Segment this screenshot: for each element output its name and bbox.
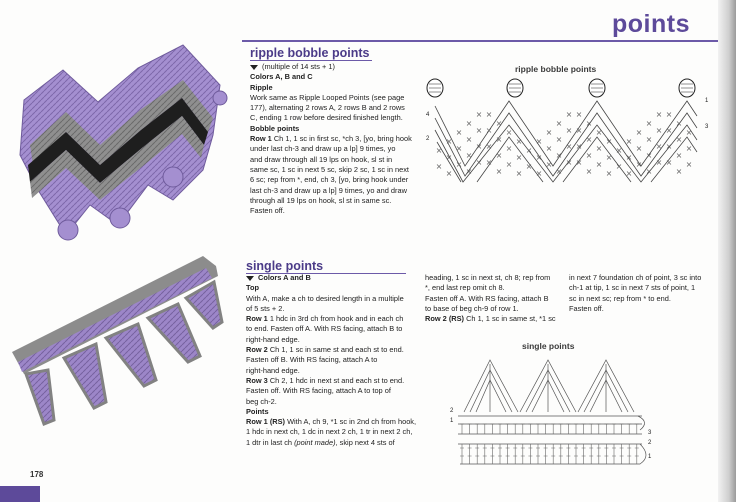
- stitch-mark: [657, 113, 661, 117]
- ripple-bobble-chart-diagram: [425, 76, 715, 186]
- stitch-mark: [587, 138, 591, 142]
- point-made-note: (point made): [294, 437, 336, 447]
- stitch-mark: [597, 147, 601, 151]
- single-row-marker: 2: [648, 440, 652, 446]
- single-text-line: 1 dtr in last ch: [246, 437, 295, 447]
- stitch-mark: [677, 138, 681, 142]
- single-instructions-col2: [425, 273, 565, 324]
- single-text-line: 1 hdc in next ch, 1 dc in next 2 ch, 1 tr in next 2 ch,: [246, 427, 413, 437]
- stitch-mark: [437, 149, 441, 153]
- stitch-mark: [527, 165, 531, 169]
- stitch-mark: [687, 147, 691, 151]
- stitch-mark: [667, 113, 671, 117]
- top-subheading: Top: [246, 283, 259, 293]
- stitch-mark: [617, 149, 621, 153]
- single-text-line: of 5 sts + 2.: [246, 303, 285, 313]
- stitch-mark: [557, 170, 561, 174]
- bobble-text-line: 6 sc; rep from *, end, ch 3, [yo, bring hook under: [250, 175, 409, 185]
- single-text-line: sc in next sc; rep from * to end.: [569, 293, 671, 303]
- single-row-marker: 3: [648, 430, 652, 436]
- stitch-mark: [647, 170, 651, 174]
- stitch-mark: [687, 131, 691, 135]
- row-label: Row 2: [246, 345, 268, 355]
- stitch-mark: [527, 149, 531, 153]
- stitch-mark: [617, 165, 621, 169]
- stitch-mark: [667, 129, 671, 133]
- triangle-bullet-icon: [246, 276, 254, 281]
- stitch-mark: [467, 154, 471, 158]
- single-text-line: Ch 1, 1 sc in same st and each st to end.: [267, 345, 404, 355]
- footer-accent-bar: [0, 486, 40, 502]
- ripple-instructions: [250, 62, 422, 216]
- single-text-line: right-hand edge.: [246, 365, 300, 375]
- stitch-mark: [487, 145, 491, 149]
- stitch-mark: [657, 129, 661, 133]
- page-gutter: [718, 0, 736, 502]
- row-label: Row 2 (RS): [425, 314, 465, 324]
- single-text-line: Fasten off. With RS facing, attach A to top of: [246, 386, 391, 396]
- single-text-line: in next 7 foundation ch of point, 3 sc into: [569, 273, 702, 282]
- header-rule: [242, 40, 718, 42]
- stitch-mark: [547, 131, 551, 135]
- single-text-line: Fasten off A. With RS facing, attach B: [425, 293, 549, 303]
- stitch-mark: [477, 161, 481, 165]
- stitch-mark: [507, 147, 511, 151]
- stitch-mark: [677, 154, 681, 158]
- stitch-mark: [507, 163, 511, 167]
- page-number: 178: [30, 470, 44, 479]
- ripple-diagram-title: ripple bobble points: [515, 64, 597, 74]
- stitch-mark: [477, 113, 481, 117]
- single-text-line: right-hand edge.: [246, 334, 300, 344]
- stitch-mark: [647, 122, 651, 126]
- single-text-line: With A, ch 9, *1 sc in 2nd ch from hook,: [285, 417, 417, 427]
- stitch-mark: [667, 161, 671, 165]
- single-diagram-title: single points: [522, 341, 575, 351]
- stitch-mark: [577, 113, 581, 117]
- single-points-chart-diagram: [450, 352, 660, 474]
- stitch-mark: [457, 131, 461, 135]
- row-label: Row 1 (RS): [246, 417, 286, 427]
- single-text-line: heading, 1 sc in next st, ch 8; rep from: [425, 273, 551, 282]
- bobble-text-line: and draw through all 19 lps on hook, sl st in: [250, 154, 393, 164]
- stitch-mark: [587, 170, 591, 174]
- stitch-mark: [457, 147, 461, 151]
- triangle-bullet-icon: [250, 65, 258, 70]
- stitch-mark: [497, 170, 501, 174]
- stitch-mark: [497, 122, 501, 126]
- row-label: Row 1: [250, 134, 272, 144]
- single-section-title: single points: [246, 259, 324, 273]
- stitch-mark: [597, 163, 601, 167]
- stitch-mark: [467, 122, 471, 126]
- stitch-mark: [497, 154, 501, 158]
- single-text-line: *, end last rep omit ch 8.: [425, 283, 505, 293]
- stitch-mark: [687, 163, 691, 167]
- bobble-subheading: Bobble points: [250, 123, 300, 133]
- ripple-text-line: Work same as Ripple Looped Points (see page: [250, 92, 405, 102]
- ripple-section-title: ripple bobble points: [250, 46, 370, 60]
- single-text-line: beg ch-2.: [246, 396, 277, 406]
- single-row-marker: 2: [450, 408, 454, 414]
- stitch-mark: [587, 154, 591, 158]
- single-colors: Colors A and B: [258, 273, 311, 282]
- stitch-mark: [477, 129, 481, 133]
- stitch-mark: [607, 172, 611, 176]
- single-text-line: Fasten off B. With RS facing, attach A to: [246, 355, 378, 365]
- stitch-mark: [637, 131, 641, 135]
- stitch-mark: [537, 172, 541, 176]
- stitch-mark: [437, 165, 441, 169]
- stitch-mark: [447, 172, 451, 176]
- ripple-row-marker: 4: [426, 112, 430, 118]
- single-text-line: to base of beg ch-9 of row 1.: [425, 303, 519, 313]
- single-text-line: , skip next 4 sts of: [335, 437, 395, 447]
- ripple-bobble-swatch-photo: [8, 40, 230, 250]
- single-text-line: to end. Fasten off A. With RS facing, attach B to: [246, 324, 403, 334]
- single-text-line: 1 hdc in 3rd ch from hook and in each ch: [267, 314, 404, 324]
- bobble-text-line: last ch-3 and draw up a lp] 9 times, yo and draw: [250, 185, 407, 195]
- page-title: points: [612, 10, 690, 38]
- stitch-mark: [677, 170, 681, 174]
- single-row-marker: 1: [648, 454, 652, 460]
- points-subheading: Points: [246, 406, 269, 416]
- stitch-mark: [547, 163, 551, 167]
- ripple-section-rule: [250, 60, 372, 61]
- stitch-mark: [507, 131, 511, 135]
- single-row-marker: 1: [450, 418, 454, 424]
- stitch-mark: [567, 145, 571, 149]
- bobble-text-line: same sc, 1 sc in next 5 sc, skip 2 sc, 1 sc in next: [250, 164, 409, 174]
- stitch-mark: [607, 156, 611, 160]
- single-text-line: With A, make a ch to desired length in a multiple: [246, 293, 404, 303]
- single-text-line: Ch 1, 1 sc in same st, *1 sc: [464, 314, 556, 324]
- ripple-row-marker: 2: [426, 136, 430, 142]
- stitch-mark: [627, 172, 631, 176]
- row-label: Row 3: [246, 375, 268, 385]
- bobble-text-line: Ch 1, 1 sc in first sc, *ch 3, [yo, bring hook: [271, 134, 412, 144]
- stitch-mark: [567, 129, 571, 133]
- ripple-text-line: 177), alternating 2 rows A, 2 rows B and 2 rows: [250, 103, 405, 113]
- stitch-mark: [677, 122, 681, 126]
- stitch-mark: [657, 161, 661, 165]
- stitch-mark: [517, 140, 521, 144]
- stitch-mark: [557, 138, 561, 142]
- ripple-text-line: C, ending 1 row before desired finished length.: [250, 113, 403, 123]
- stitch-mark: [627, 140, 631, 144]
- stitch-mark: [517, 156, 521, 160]
- stitch-mark: [487, 113, 491, 117]
- stitch-mark: [457, 163, 461, 167]
- ripple-subheading: Ripple: [250, 82, 273, 92]
- single-text-line: Fasten off.: [569, 303, 604, 313]
- bobble-text-line: under last ch-3 and draw up a lp] 9 times, yo: [250, 144, 396, 154]
- single-text-line: Ch 2, 1 hdc in next st and each st to end.: [267, 375, 405, 385]
- bobble-text-line: through all 19 lps on hook, sl st in same sc.: [250, 195, 392, 205]
- stitch-mark: [567, 113, 571, 117]
- stitch-mark: [657, 145, 661, 149]
- stitch-mark: [547, 147, 551, 151]
- stitch-mark: [487, 129, 491, 133]
- stitch-mark: [647, 138, 651, 142]
- single-points-swatch-photo: [8, 252, 230, 442]
- bobble-text-line: Fasten off.: [250, 206, 285, 216]
- single-instructions-col3: [569, 273, 709, 314]
- ripple-row-marker: 3: [705, 124, 709, 130]
- ripple-multiple: (multiple of 14 sts + 1): [262, 62, 335, 71]
- ripple-row-marker: 1: [705, 98, 709, 104]
- single-text-line: ch-1 at tip, 1 sc in next 7 sts of point, 1: [569, 283, 696, 293]
- single-instructions-col1: [246, 273, 418, 448]
- stitch-mark: [577, 129, 581, 133]
- stitch-mark: [517, 172, 521, 176]
- row-label: Row 1: [246, 314, 268, 324]
- stitch-mark: [597, 131, 601, 135]
- stitch-mark: [537, 140, 541, 144]
- ripple-colors: Colors A, B and C: [250, 72, 313, 82]
- stitch-mark: [637, 147, 641, 151]
- stitch-mark: [467, 138, 471, 142]
- stitch-mark: [557, 122, 561, 126]
